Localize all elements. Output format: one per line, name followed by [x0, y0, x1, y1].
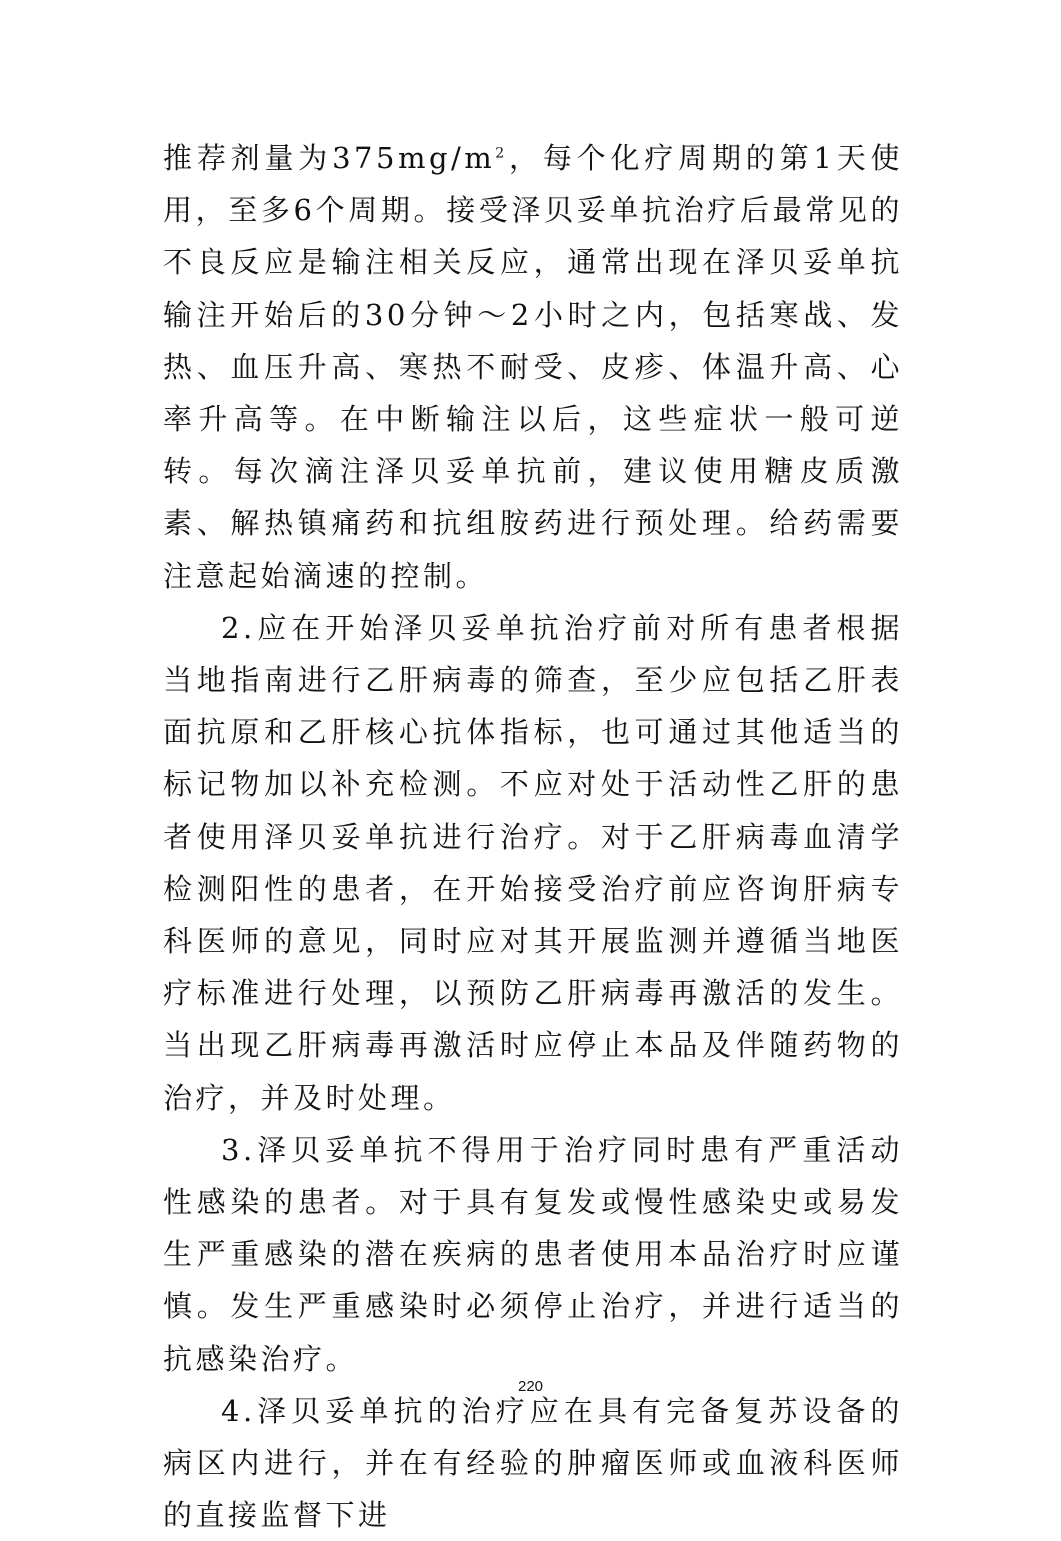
document-body	[163, 132, 903, 1541]
paragraph-hbv-screening: 2.应在开始泽贝妥单抗治疗前对所有患者根据当地指南进行乙肝病毒的筛查，至少应包括乙肝表面抗原和乙肝核心抗体指标，也可通过其他适当的标记物加以补充检测。不应对处于活动性乙肝的患者使用泽贝妥单抗进行治疗。对于乙肝病毒血清学检测阳性的患者，在开始接受治疗前应咨询肝病专科医师的意见，同时应对其开展监测并遵循当地医疗标准进行处理，以预防乙肝病毒再激活的发生。当出现乙肝病毒再激活时应停止本品及伴随药物的治疗，并及时处理。	[163, 610, 903, 1115]
paragraph-treatment-setting: 4.泽贝妥单抗的治疗应在具有完备复苏设备的病区内进行，并在有经验的肿瘤医师或血液科医师的直接监督下进	[163, 1393, 903, 1533]
page-number: 220	[517, 1378, 544, 1395]
superscript-2: 2	[495, 145, 508, 162]
paragraph-dosage-text-rest: ，每个化疗周期的第1天使用，至多6个周期。接受泽贝妥单抗治疗后最常见的不良反应是输注相关反应，通常出现在泽贝妥单抗输注开始后的30分钟～2小时之内，包括寒战、发热、血压升高、寒热不耐受、皮疹、体温升高、心率升高等。在中断输注以后，这些症状一般可逆转。每次滴注泽贝妥单抗前，建议使用糖皮质激素、解热镇痛药和抗组胺药进行预处理。给药需要注意起始滴速的控制。	[163, 141, 904, 593]
paragraph-infection: 3.泽贝妥单抗不得用于治疗同时患有严重活动性感染的患者。对于具有复发或慢性感染史或易发生严重感染的潜在疾病的患者使用本品治疗时应谨慎。发生严重感染时必须停止治疗，并进行适当的抗感染治疗。	[163, 1132, 903, 1376]
paragraph-dosage	[163, 132, 903, 602]
paragraph-dosage-text-start: 推荐剂量为375mg/m	[163, 141, 496, 175]
